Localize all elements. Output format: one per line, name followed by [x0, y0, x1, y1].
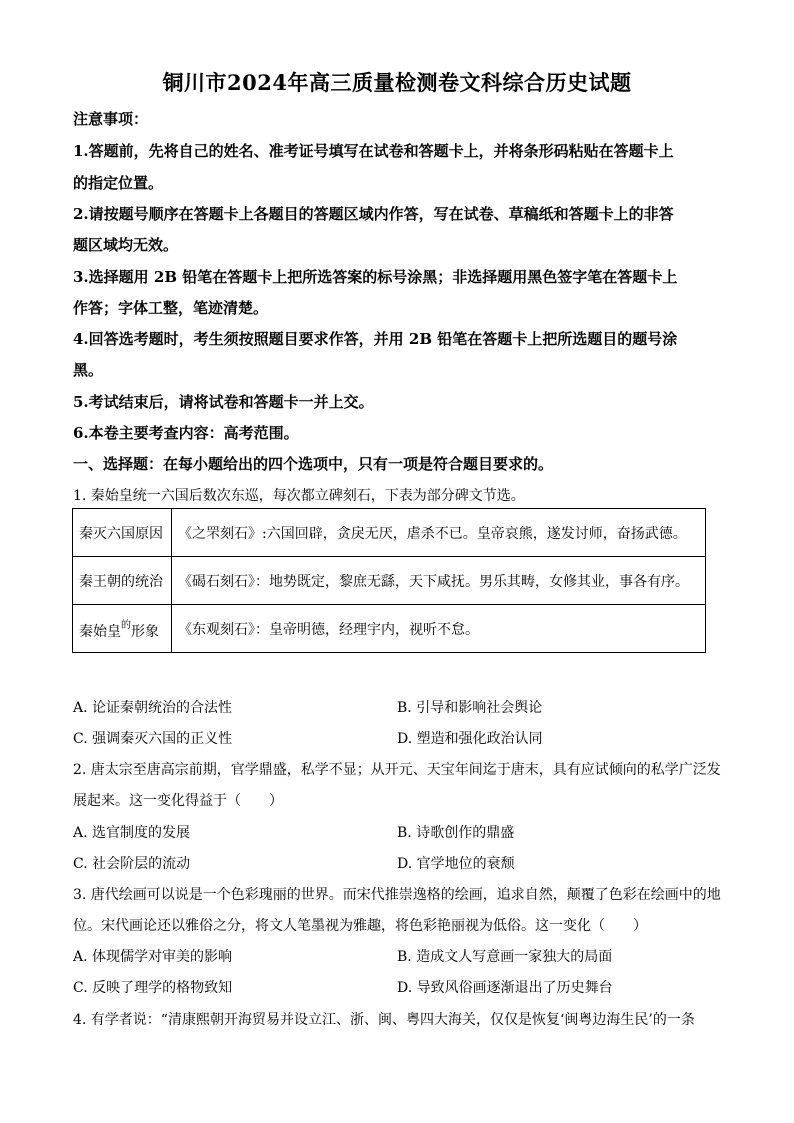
- label-part: 形象: [131, 624, 159, 640]
- notice-line: 的指定位置。: [73, 174, 164, 192]
- notice-heading: 注意事项：: [73, 110, 149, 128]
- notice-line: 2.请按题号顺序在答题卡上各题目的答题区域内作答，写在试卷、草稿纸和答题卡上的非答: [73, 205, 674, 223]
- exam-title: 铜川市2024年高三质量检测卷文科综合历史试题: [162, 70, 632, 95]
- q2-stem: 展起来。这一变化得益于（ ）: [73, 793, 283, 809]
- option-c: C. 社会阶层的流动: [73, 856, 191, 872]
- row-text: 《碣石刻石》：地势既定，黎庶无繇，天下咸抚。男乐其畴，女修其业，事各有序。: [172, 557, 706, 605]
- notice-line: 4.回答选考题时，考生须按照题目要求作答，并用 2B 铅笔在答题卡上把所选题目的题号涂: [73, 330, 678, 348]
- q3-stem: 3. 唐代绘画可以说是一个色彩瑰丽的世界。而宋代推崇逸格的绘画，追求自然，颠覆了色彩在绘画中的地: [73, 887, 721, 903]
- q2-stem: 2. 唐太宗至唐高宗前期，官学鼎盛，私学不显；从开元、天宝年间迄于唐末，具有应试倾向的私学广泛发: [73, 762, 721, 778]
- notice-line: 3.选择题用 2B 铅笔在答题卡上把所选答案的标号涂黑；非选择题用黑色签字笔在答题卡上: [73, 268, 678, 286]
- q4-stem: 4. 有学者说：“清康熙朝开海贸易并设立江、浙、闽、粤四大海关，仅仅是恢复‘闽粤边海生民’的一条: [73, 1012, 695, 1028]
- row-text: 《东观刻石》：皇帝明德，经理宇内，视听不怠。: [172, 605, 706, 653]
- q1-stem: 1. 秦始皇统一六国后数次东巡，每次都立碑刻石，下表为部分碑文节选。: [73, 488, 525, 504]
- notice-line: 6.本卷主要考查内容：高考范围。: [73, 424, 299, 442]
- inscription-table: [72, 508, 706, 653]
- q3-stem: 位。宋代画论还以雅俗之分，将文人笔墨视为雅趣，将色彩艳丽视为低俗。这一变化（ ）: [73, 918, 647, 934]
- label-superscript: 的: [121, 620, 131, 631]
- option-a: A. 体现儒学对审美的影响: [73, 949, 233, 965]
- table-row: [73, 557, 706, 605]
- row-label: 秦灭六国原因: [73, 509, 172, 557]
- option-d: D. 官学地位的衰颓: [397, 856, 515, 872]
- notice-line: 5.考试结束后，请将试卷和答题卡一并上交。: [73, 393, 374, 411]
- option-b: B. 诗歌创作的鼎盛: [397, 825, 515, 841]
- row-label: [73, 605, 172, 653]
- option-a: A. 选官制度的发展: [73, 825, 191, 841]
- option-c: C. 强调秦灭六国的正义性: [73, 731, 233, 747]
- option-d: D. 塑造和强化政治认同: [397, 731, 543, 747]
- notice-line: 黑。: [73, 361, 104, 379]
- table-row: [73, 509, 706, 557]
- table-row: [73, 605, 706, 653]
- option-a: A. 论证秦朝统治的合法性: [73, 700, 233, 716]
- row-text: 《之罘刻石》:六国回辟，贪戾无厌，虐杀不已。皇帝哀熊，遂发讨师，奋扬武德。: [172, 509, 706, 557]
- label-part: 秦始皇: [79, 624, 121, 640]
- option-b: B. 引导和影响社会舆论: [397, 700, 543, 716]
- row-label: 秦王朝的统治: [73, 557, 172, 605]
- option-c: C. 反映了理学的格物致知: [73, 980, 233, 996]
- notice-line: 1.答题前，先将自己的姓名、准考证号填写在试卷和答题卡上，并将条形码粘贴在答题卡上: [73, 142, 674, 160]
- notice-line: 作答；字体工整，笔迹清楚。: [73, 299, 269, 317]
- option-d: D. 导致风俗画逐渐退出了历史舞台: [397, 980, 613, 996]
- notice-line: 题区域均无效。: [73, 236, 179, 254]
- option-b: B. 造成文人写意画一家独大的局面: [397, 949, 613, 965]
- section-heading: 一、选择题：在每小题给出的四个选项中，只有一项是符合题目要求的。: [73, 455, 554, 473]
